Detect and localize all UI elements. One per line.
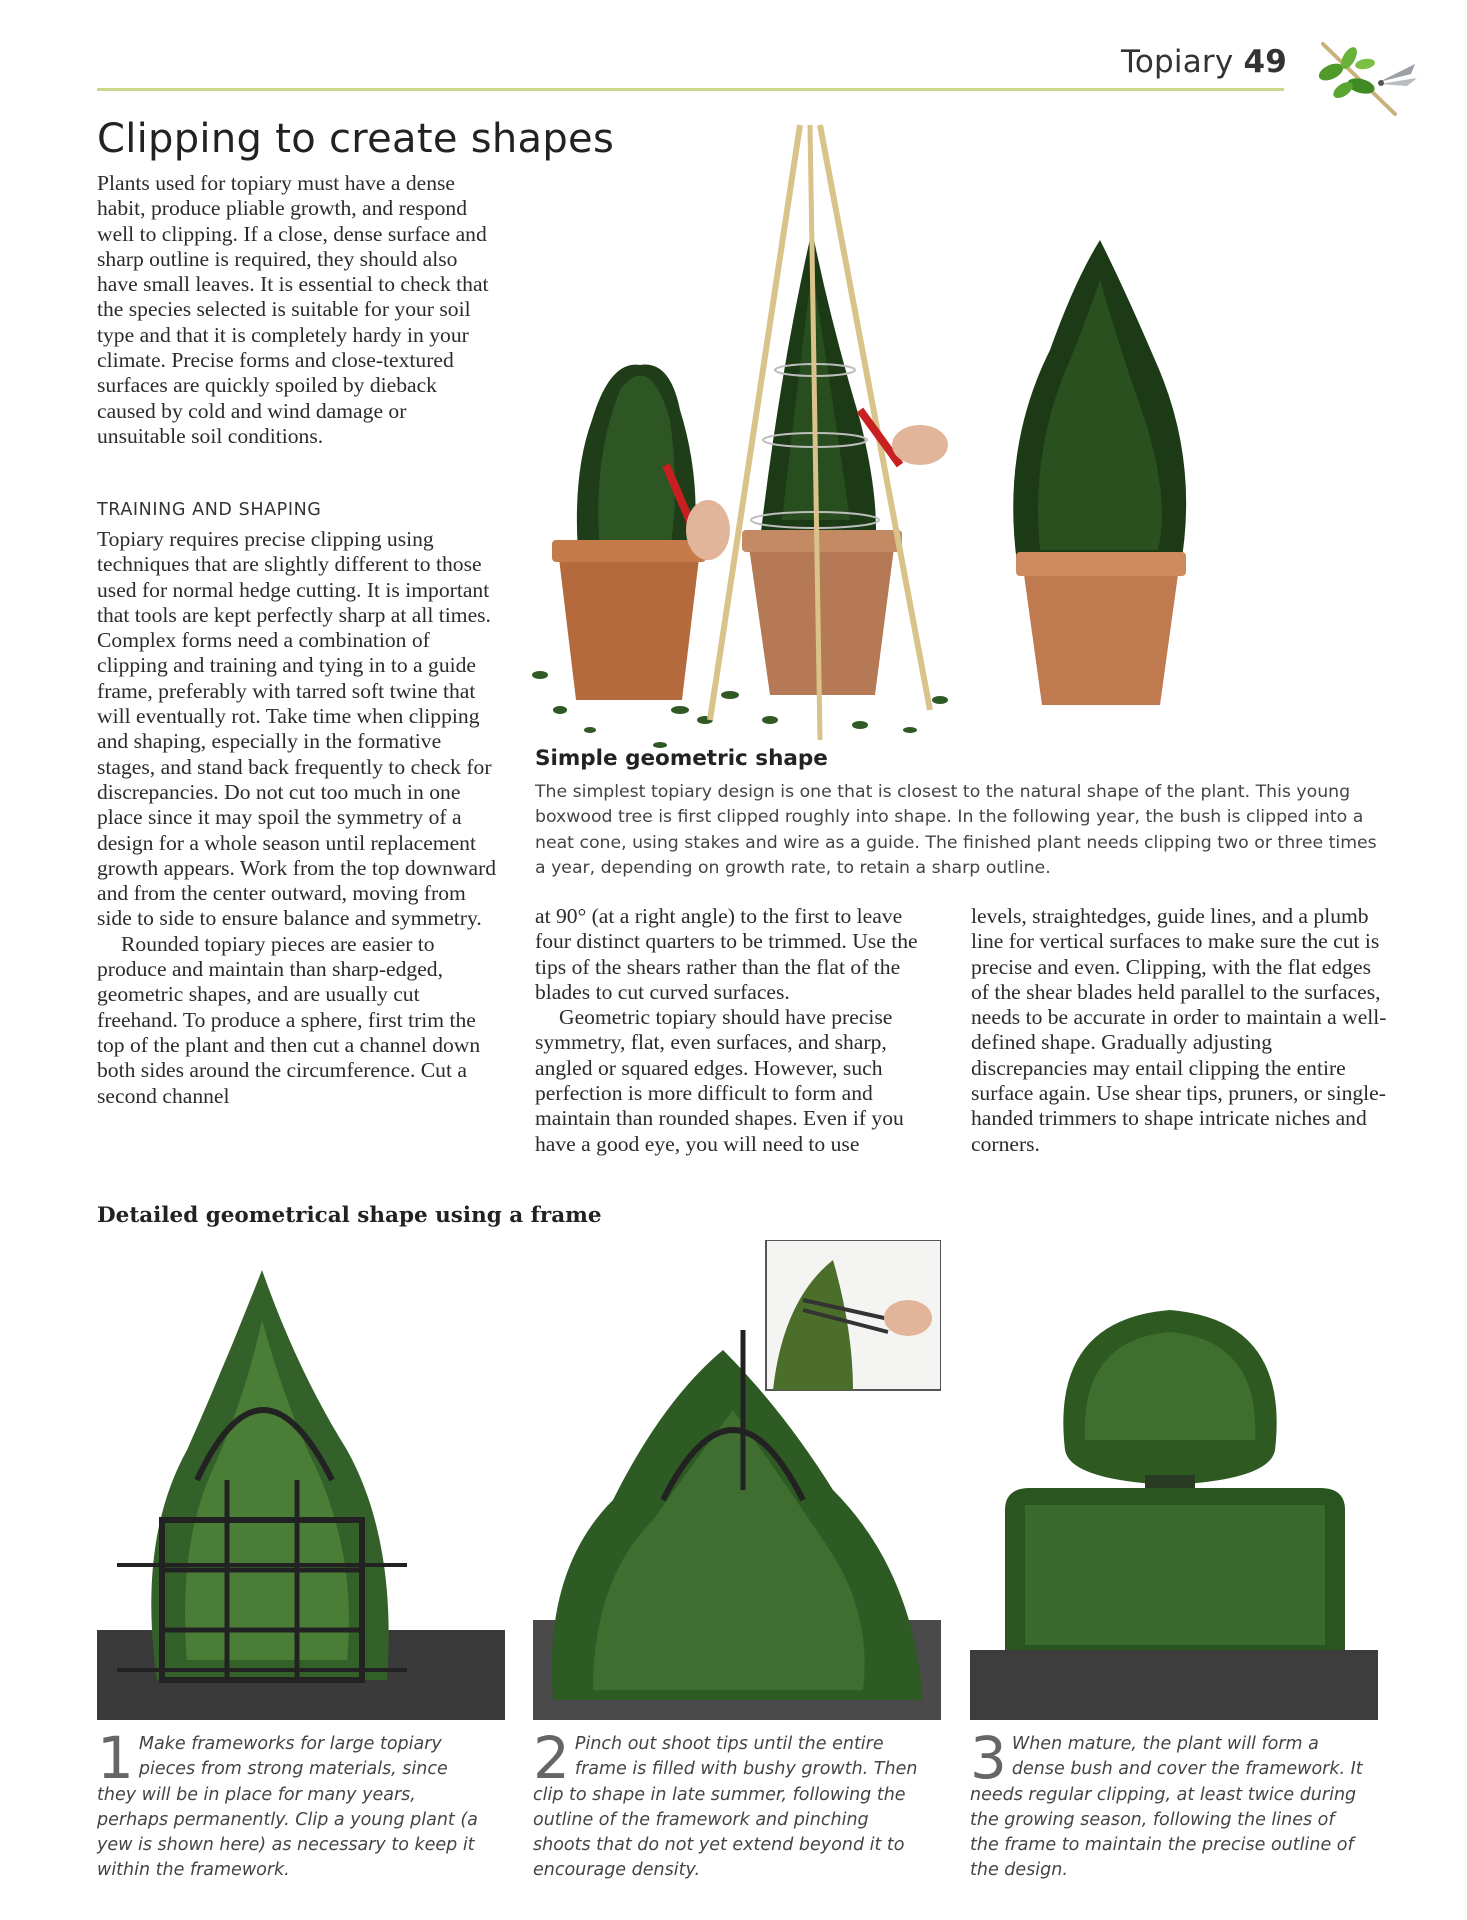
right-paragraph: levels, straightedges, guide lines, and a plumb line for vertical surfaces to make sure the cut is precise and even. Clipping, with the flat edges of the shear blades held parallel to the surfaces, needs to be accurate in order to maintain a well-defined shape. Gradually adjusting discrepancies may entail clipping the entire surface again. Use shear tips, pruners, or single-handed trimmers to shape intricate niches and corners.: [971, 904, 1387, 1156]
finished-cone-photo: [1013, 240, 1186, 705]
intro-paragraph: Plants used for topiary must have a dense habit, produce pliable growth, and respond well to clipping. If a close, dense surface and sharp outline is required, they should also have small leaves. It is essential to check that the species selected is suitable for your soil type and that it is completely hardy in your climate. Precise forms and close-textured surfaces are quickly spoiled by dieback caused by cold and wind damage or unsuitable soil conditions.: [97, 171, 489, 448]
step-2-photo: [533, 1240, 941, 1720]
intro-text: [97, 171, 497, 449]
simple-shape-heading: Simple geometric shape: [535, 746, 828, 771]
training-paragraph-2: Rounded topiary pieces are easier to produce and maintain than sharp-edged, geometric shapes, and are usually cut freehand. To produce a sphere, first trim the top of the plant and then cut a channel down both sides around the circumference. Cut a second channel: [97, 931, 481, 1108]
step-2-caption: [533, 1724, 928, 1884]
step-1-photo: [97, 1240, 505, 1720]
section-name: Topiary: [1120, 44, 1234, 80]
training-text: [97, 527, 497, 1109]
cone-with-stakes-photo: [710, 125, 948, 740]
young-boxwood-photo: [552, 365, 730, 700]
training-paragraph-1: Topiary requires precise clipping using techniques that are slightly different to those used for normal hedge cutting. It is important that tools are kept perfectly sharp at all times. Complex forms need a combination of clipping and training and tying in to a guide frame, preferably with tarred soft twine that will eventually rot. Take time when clipping and shaping, especially in the formative stages, and stand back frequently to check for discrepancies. Do not cut too much in one place since it may spoil the symmetry of a design for a whole season until replacement growth appears. Work from the top downward and from the center outward, moving from side to side to ensure balance and symmetry.: [97, 527, 497, 931]
step-1-caption: [97, 1724, 492, 1884]
step-3-photo: [970, 1240, 1378, 1720]
step-1-text: Make frameworks for large topiary pieces from strong materials, since they will be in place for many years, perhaps permanently. Clip a young plant (a yew is shown here) as necessary to keep it within the framework.: [97, 1734, 478, 1881]
page-number: 49: [1243, 44, 1287, 80]
right-column: [971, 904, 1391, 1157]
middle-paragraph-2: Geometric topiary should have precise symmetry, flat, even surfaces, and sharp, angled or squared edges. However, such perfection is more difficult to form and maintain than rounded shapes. Even if you have a good eye, you will need to use: [535, 1005, 904, 1156]
middle-paragraph-1: at 90° (at a right angle) to the first to leave four distinct quarters to be trimmed. Use the tips of the shears rather than the flat of the blades to cut curved surfaces.: [535, 904, 918, 1004]
frame-section-heading: Detailed geometrical shape using a frame: [97, 1203, 602, 1228]
step-3-caption: [970, 1724, 1365, 1884]
simple-geometric-shape-photos: [530, 120, 1430, 750]
training-heading: TRAINING AND SHAPING: [97, 500, 322, 520]
leaf-sprig-with-shears-icon: [1303, 34, 1421, 122]
step-3-number: 3: [970, 1724, 1007, 1792]
step-2-number: 2: [533, 1724, 570, 1792]
step-1-number: 1: [97, 1724, 134, 1792]
page-title: Clipping to create shapes: [97, 116, 615, 162]
shears-inset-photo: [766, 1240, 941, 1390]
middle-column: [535, 904, 935, 1157]
simple-shape-caption: The simplest topiary design is one that is closest to the natural shape of the plant. This young boxwood tree is first clipped roughly into shape. In the following year, the bush is clipped into a neat cone, using stakes and wire as a guide. The finished plant needs clipping two or three times a year, depending on growth rate, to retain a sharp outline.: [535, 782, 1377, 878]
step-2-text: Pinch out shoot tips until the entire frame is filled with bushy growth. Then clip to shape in late summer, following the outline of the framework and pinching shoots that do not yet extend beyond it to encourage density.: [533, 1734, 918, 1881]
header-rule: [97, 88, 1284, 91]
running-head: [1121, 44, 1287, 80]
step-3-text: When mature, the plant will form a dense bush and cover the framework. It needs regular clipping, at least twice during the growing season, following the lines of the frame to maintain the precise outline of the design.: [970, 1734, 1363, 1881]
